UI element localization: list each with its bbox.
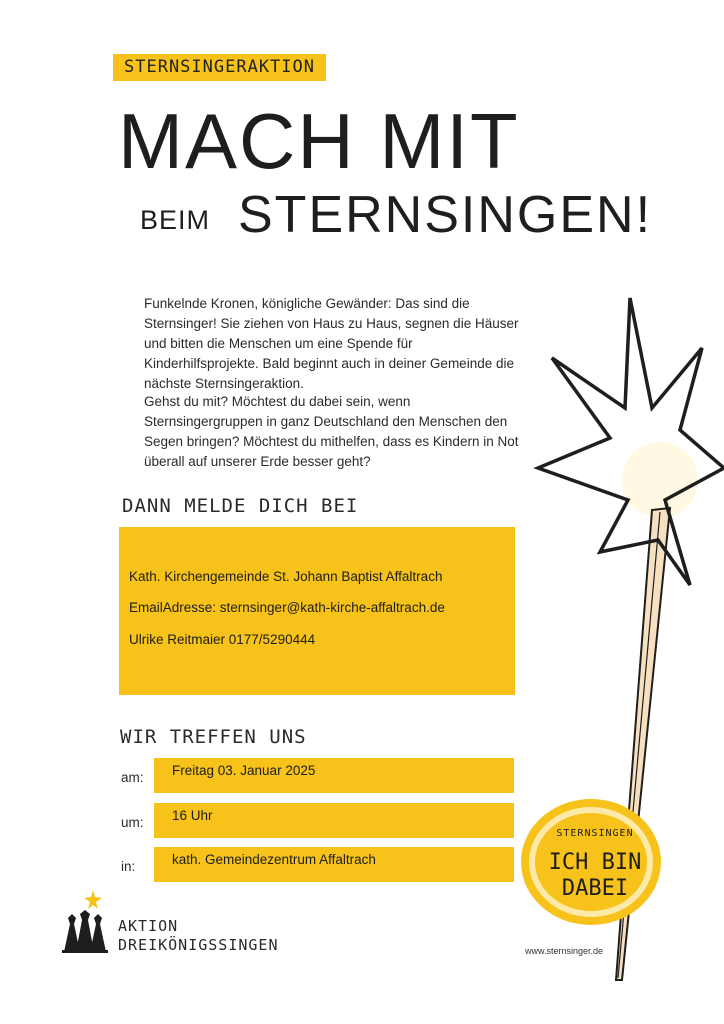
meeting-heading: WIR TREFFEN UNS [120, 726, 307, 748]
title-small-word: BEIM [140, 205, 211, 235]
contact-phone: Ulrike Reitmaier 0177/5290444 [129, 632, 316, 647]
title-big-word: STERNSINGEN! [238, 186, 653, 244]
place-label: in: [121, 859, 136, 874]
time-value: 16 Uhr [172, 808, 213, 823]
contact-parish: Kath. Kirchengemeinde St. Johann Baptist Affaltrach [129, 569, 443, 584]
three-kings-logo-icon [60, 888, 112, 954]
badge-line2: DABEI [561, 876, 629, 901]
header-tag [113, 54, 326, 81]
date-field [154, 758, 514, 793]
time-field [154, 803, 514, 838]
contact-box [119, 527, 515, 695]
intro-paragraph-1: Funkelnde Kronen, königliche Gewänder: Das sind die Sternsinger! Sie ziehen von Haus zu Haus, segnen die Häuser und bitten die Menschen um eine Spende für Kinderhilfsprojekte. Bald beginnt auch in deiner Gemeinde die nächste Sternsingeraktion. [144, 296, 519, 391]
contact-heading: DANN MELDE DICH BEI [122, 495, 359, 517]
contact-email[interactable]: EmailAdresse: sternsinger@kath-kirche-affaltrach.de [129, 600, 445, 615]
place-field [154, 847, 514, 882]
footer-url[interactable]: www.sternsinger.de [525, 946, 604, 956]
date-label: am: [121, 770, 144, 785]
badge-line1: ICH BIN [548, 850, 642, 875]
header-tag-text: STERNSINGERAKTION [124, 57, 315, 77]
badge-top-text: STERNSINGEN [556, 828, 634, 839]
footer-logo-line2: DREIKÖNIGSSINGEN [118, 936, 279, 954]
page-title: MACH MIT [118, 97, 520, 185]
intro-paragraph-2: Gehst du mit? Möchtest du dabei sein, wenn Sternsingergruppen in ganz Deutschland den Menschen den Segen bringen? Möchtest du mithelfen, dass es Kindern in Not überall auf unserer Erde besser geht? [144, 394, 519, 469]
footer-logo-line1: AKTION [118, 917, 179, 935]
date-value: Freitag 03. Januar 2025 [172, 763, 316, 778]
time-label: um: [121, 815, 144, 830]
footer-logo-text [118, 917, 279, 955]
place-value: kath. Gemeindezentrum Affaltrach [172, 852, 376, 867]
